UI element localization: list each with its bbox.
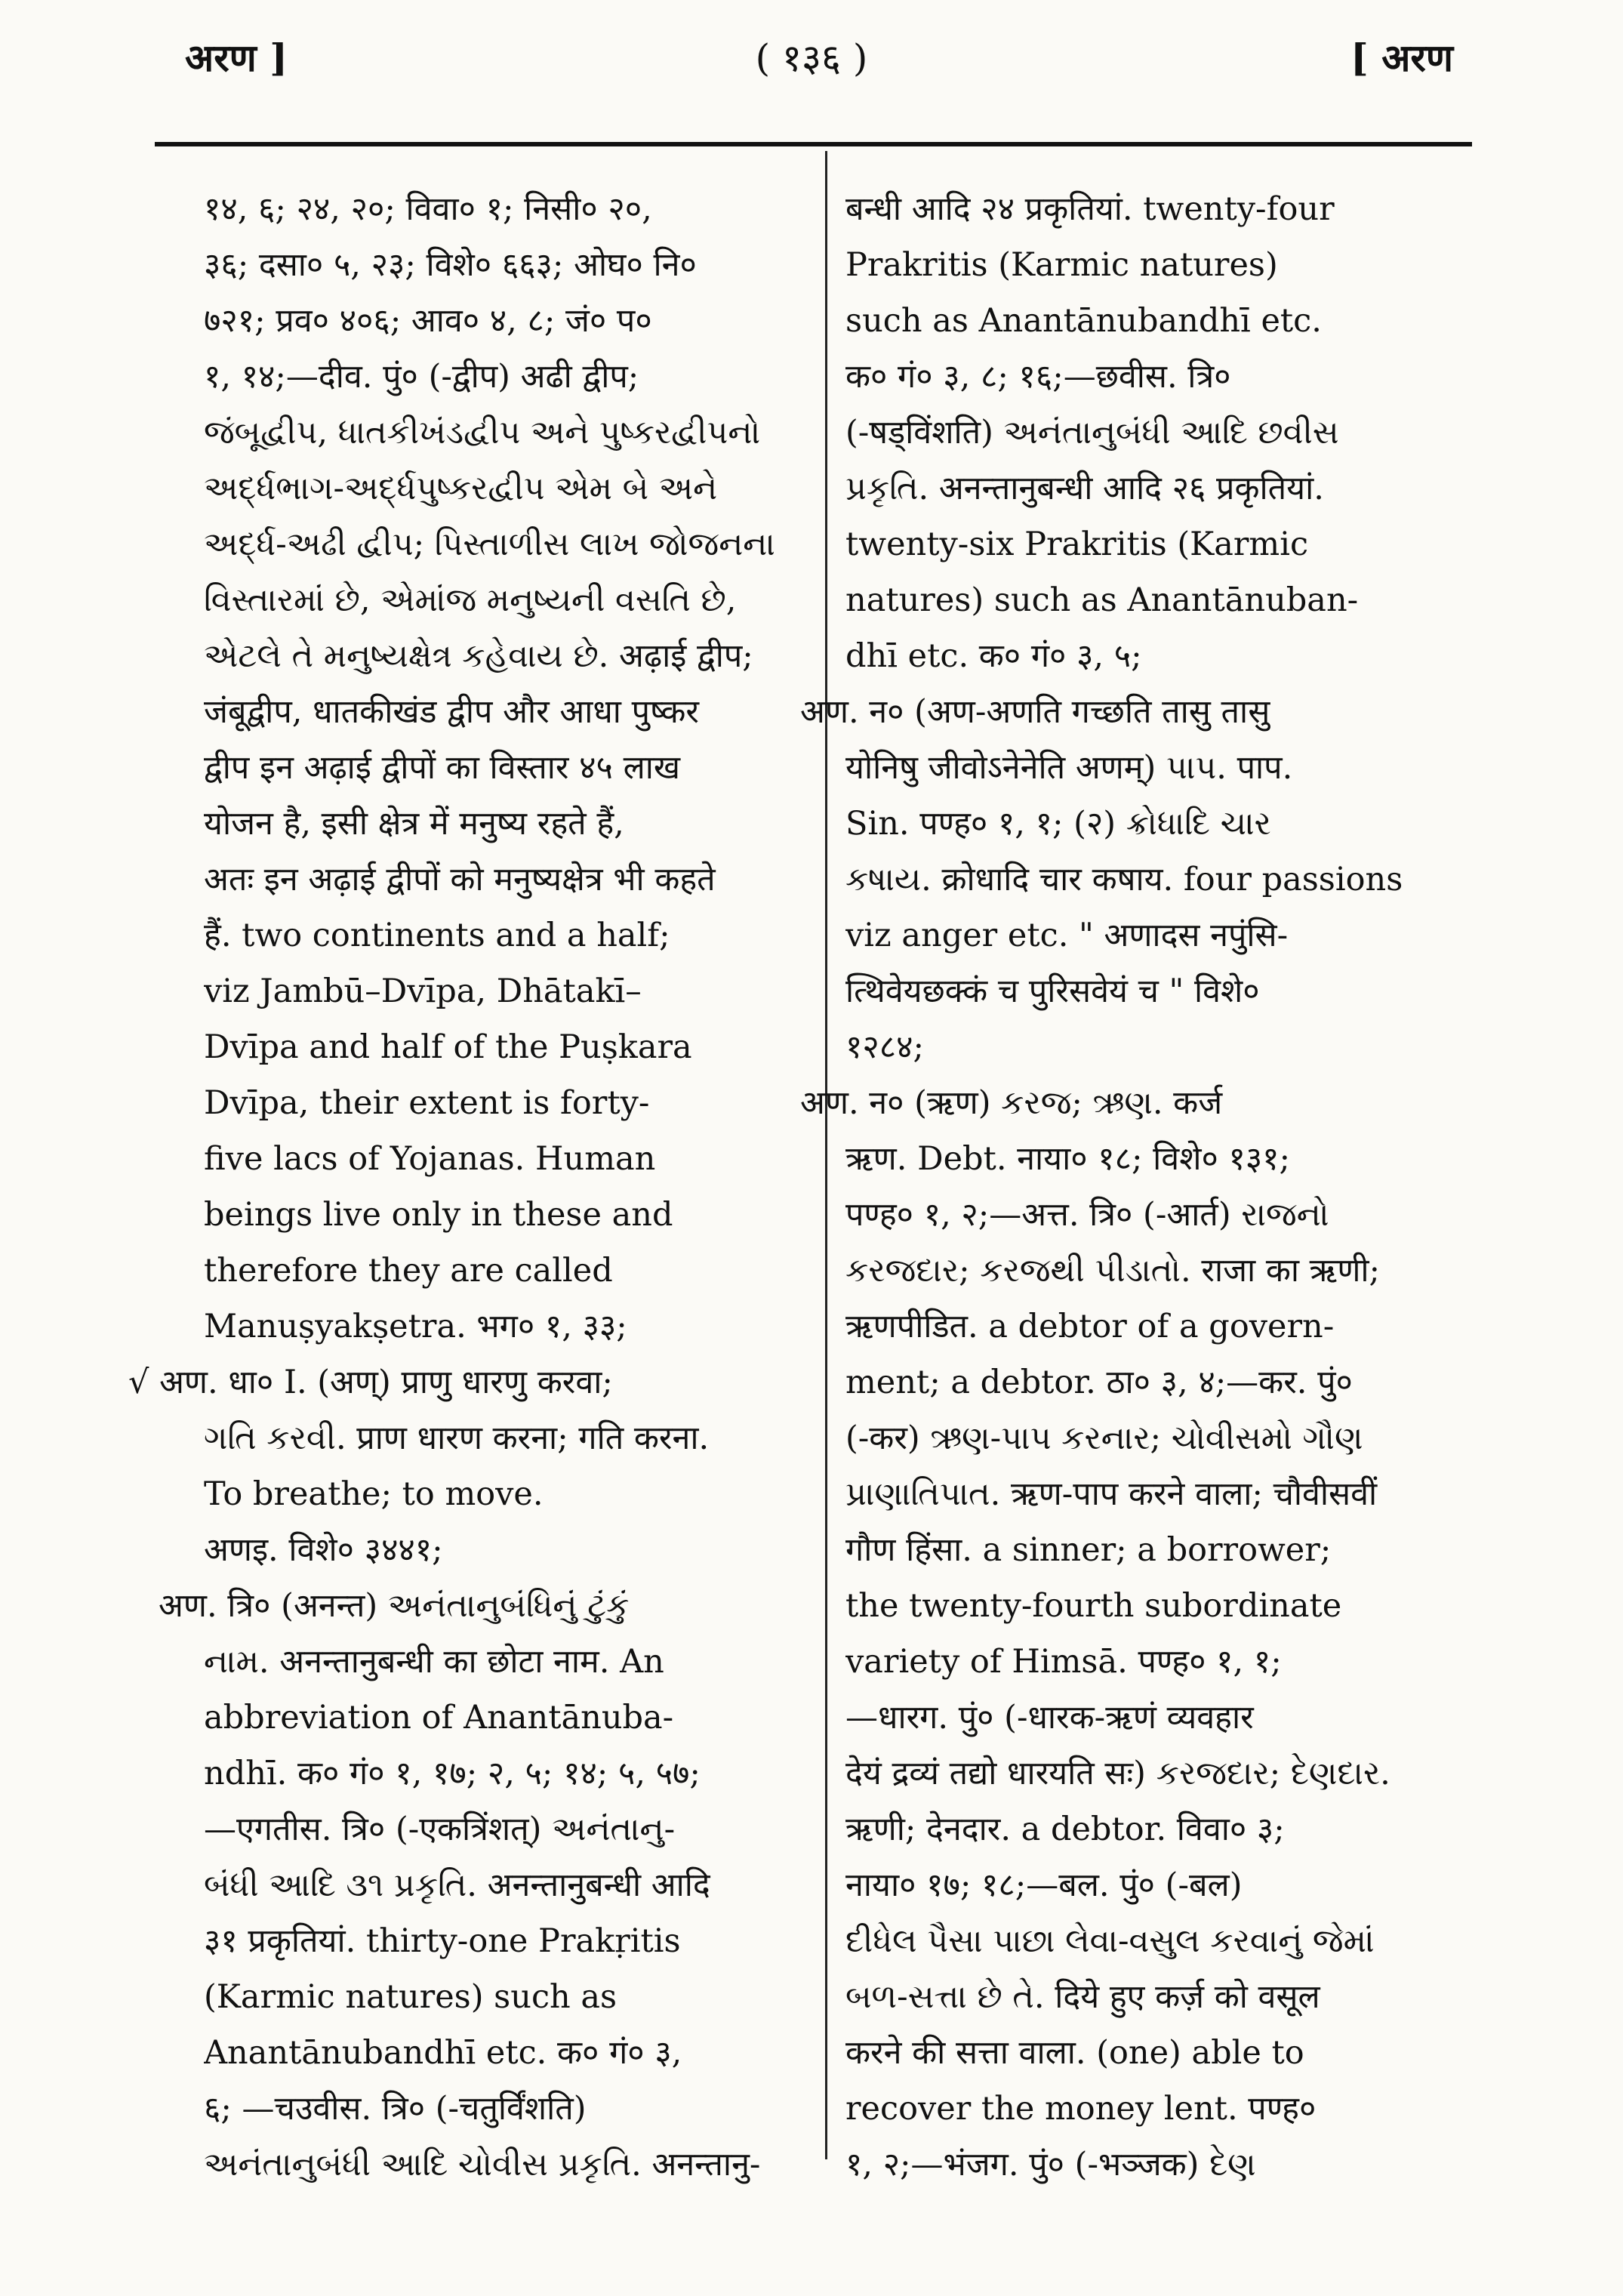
text-line: हैं. two continents and a half; — [204, 917, 670, 954]
entry-headword-line: √ अण. धा० I. (अण्) प्राणु धारणु करवा; — [128, 1364, 613, 1401]
text-line: ऋणपीडित. a debtor of a govern- — [845, 1308, 1335, 1345]
text-line: जंबूद्वीप, धातकीखंड द्वीप और आधा पुष्कर — [204, 693, 699, 731]
text-line: (-कर) ઋણ-પાપ કરનાર; ચોવીસમો ગૌણ — [845, 1419, 1363, 1457]
text-line: ऋणी; देनदार. a debtor. विवा० ३; — [845, 1811, 1285, 1848]
text-line: બળ-સત્તા છે તે. दिये हुए कर्ज़ को वसूल — [845, 1978, 1320, 2016]
text-line: ऋण. Debt. नाया० १८; विशे० १३१; — [845, 1140, 1291, 1178]
text-line: ગતિ કરવી. प्राण धारण करना; गति करना. — [204, 1419, 710, 1457]
text-line: અનંતાનુબંધી આદિ ચોવીસ પ્રકૃતિ. अनन्तानु- — [204, 2146, 761, 2184]
text-line: ment; a debtor. ठा० ३, ४;—कर. पुं० — [845, 1364, 1353, 1401]
text-line: પ્રકૃતિ. अनन्तानुबन्धी आदि २६ प्रकृतियां. — [845, 470, 1324, 507]
text-line: गौण हिंसा. a sinner; a borrower; — [845, 1531, 1332, 1569]
text-line: नाया० १७; १८;—बल. पुं० (-बल) — [845, 1866, 1243, 1904]
text-line: એટલે તે મનુષ્યક્ષેત્ર કહેવાય છે. अढ़ाई द्वीप; — [204, 637, 753, 675]
text-line: પ્રાણાતિપાત. ऋण-पाप करने वाला; चौवीसवीं — [845, 1475, 1378, 1513]
text-line: ३१ प्रकृतियां. thirty-one Prakṛitis — [204, 1922, 681, 1960]
text-line: abbreviation of Anantānuba- — [204, 1699, 674, 1737]
text-line: देयं द्रव्यं तद्यो धारयति सः) કરજદાર; દેણદાર. — [845, 1755, 1390, 1792]
text-line: અર્દ્ધભાગ-અર્દ્ધપુષ્કરદ્વીપ એમ બે અને — [204, 470, 718, 507]
text-line: करने की सत्ता वाला. (one) able to — [845, 2034, 1304, 2072]
text-line: १२८४; — [845, 1028, 924, 1066]
text-line: twenty-six Prakritis (Karmic — [845, 525, 1309, 563]
text-line: क० गं० ३, ८; १६;—छवीस. त्रि० — [845, 358, 1231, 396]
text-line: the twenty-fourth subordinate — [845, 1587, 1342, 1625]
entry-headword-line: अण. त्रि० (अनन्त) અનંતાનુબંધિનું ટુંકું — [159, 1587, 630, 1625]
text-line: બંધી આદિ ૩૧ પ્રકૃતિ. अनन्तानुबन्धी आदि — [204, 1866, 710, 1904]
text-line: જંબૂદ્વીપ, ધાતકીખંડદ્વીપ અને પુષ્કરદ્વીપનો — [204, 414, 761, 451]
text-line: recover the money lent. पण्ह० — [845, 2090, 1317, 2128]
text-line: १, २;—भंजग. पुं० (-भञ्जक) દેણ — [845, 2146, 1256, 2184]
text-line: therefore they are called — [204, 1252, 613, 1290]
text-line: નામ. अनन्तानुबन्धी का छोटा नाम. An — [204, 1643, 664, 1681]
text-line: योनिषु जीवोऽनेनेति अणम्) પાપ. पाप. — [845, 749, 1293, 787]
text-line: अणइ. विशे० ३४४१; — [204, 1531, 443, 1569]
text-line: કરજદાર; કરજથી પીડાતો. राजा का ऋणी; — [845, 1252, 1381, 1290]
running-head-left: अरण ] — [185, 35, 288, 80]
column-divider — [825, 151, 827, 2159]
text-line: Sin. पण्ह० १, १; (२) ક્રોધાદિ ચાર — [845, 805, 1271, 843]
text-line: such as Anantānubandhī etc. — [845, 302, 1322, 340]
left-column — [128, 181, 800, 2193]
right-column — [800, 181, 1472, 2193]
text-line: त्थिवेयछक्कं च पुरिसवेयं च " विशे० — [845, 972, 1260, 1010]
text-line: द्वीप इन अढ़ाई द्वीपों का विस्तार ४५ लाख — [204, 749, 681, 787]
text-line: Manuṣyakṣetra. भग० १, ३३; — [204, 1308, 627, 1345]
text-line: viz Jambū–Dvīpa, Dhātakī– — [204, 972, 642, 1010]
text-line: योजन है, इसी क्षेत्र में मनुष्य रहते हैं, — [204, 805, 624, 843]
text-line: अतः इन अढ़ाई द्वीपों को मनुष्यक्षेत्र भी कहते — [204, 861, 716, 898]
running-head-right: [ अरण — [1350, 35, 1453, 80]
text-line: (-षड्विंशति) અનંતાનુબંધી આદિ છવીસ — [845, 414, 1339, 451]
text-line: dhī etc. क० गं० ३, ५; — [845, 637, 1142, 675]
entry-headword-line: अण. न० (अण-अणति गच्छति तासु तासु — [800, 693, 1270, 731]
text-line: natures) such as Anantānuban- — [845, 581, 1359, 619]
text-line: १४, ६; २४, २०; विवा० १; निसी० २०, — [204, 190, 652, 228]
text-line: viz anger etc. " अणादस नपुंसि- — [845, 917, 1289, 954]
text-line: १, १४;—दीव. पुं० (-द्वीप) अढी द्वीप; — [204, 358, 639, 396]
text-line: To breathe; to move. — [204, 1475, 544, 1513]
text-line: पण्ह० १, २;—अत्त. त्रि० (-आर्त) રાજનો — [845, 1196, 1329, 1234]
text-line: five lacs of Yojanas. Human — [204, 1140, 656, 1178]
text-line: —धारग. पुं० (-धारक-ऋणं व्यवहार — [845, 1699, 1254, 1737]
text-line: Anantānubandhī etc. क० गं० ३, — [204, 2034, 682, 2072]
text-line: Dvīpa and half of the Puṣkara — [204, 1028, 692, 1066]
text-line: Prakritis (Karmic natures) — [845, 246, 1278, 284]
text-line: beings live only in these and — [204, 1196, 673, 1234]
entry-headword-line: अण. न० (ऋण) કરજ; ઋણ. कर्ज — [800, 1084, 1223, 1122]
text-line: (Karmic natures) such as — [204, 1978, 617, 2016]
text-line: ७२१; प्रव० ४०६; आव० ४, ८; जं० प० — [204, 302, 652, 340]
text-line: ३६; दसा० ५, २३; विशे० ६६३; ओघ० नि० — [204, 246, 697, 284]
text-line: કષાય. क्रोधादि चार कषाय. four passions — [845, 861, 1403, 898]
text-line: દીધેલ પૈસા પાછા લેવા-વસુલ કરવાનું જેમાં — [845, 1922, 1375, 1960]
text-line: વિસ્તારમાં છે, એમાંજ મનુષ્યની વસતિ છે, — [204, 581, 737, 619]
page-number: ( १३६ ) — [755, 36, 868, 80]
text-line: ndhī. क० गं० १, १७; २, ५; १४; ५, ५७; — [204, 1755, 701, 1792]
header-rule — [155, 142, 1472, 146]
text-line: Dvīpa, their extent is forty- — [204, 1084, 650, 1122]
text-line: बन्धी आदि २४ प्रकृतियां. twenty-four — [845, 190, 1335, 228]
text-line: variety of Himsā. पण्ह० १, १; — [845, 1643, 1282, 1681]
text-line: ६; —चउवीस. त्रि० (-चतुर्विंशति) — [204, 2090, 587, 2128]
text-line: —एगतीस. त्रि० (-एकत्रिंशत्) અનંતાનુ- — [204, 1811, 676, 1848]
text-line: અર્દ્ધ-અઢી દ્વીપ; પિસ્તાળીસ લાખ જોજનના — [204, 525, 775, 563]
